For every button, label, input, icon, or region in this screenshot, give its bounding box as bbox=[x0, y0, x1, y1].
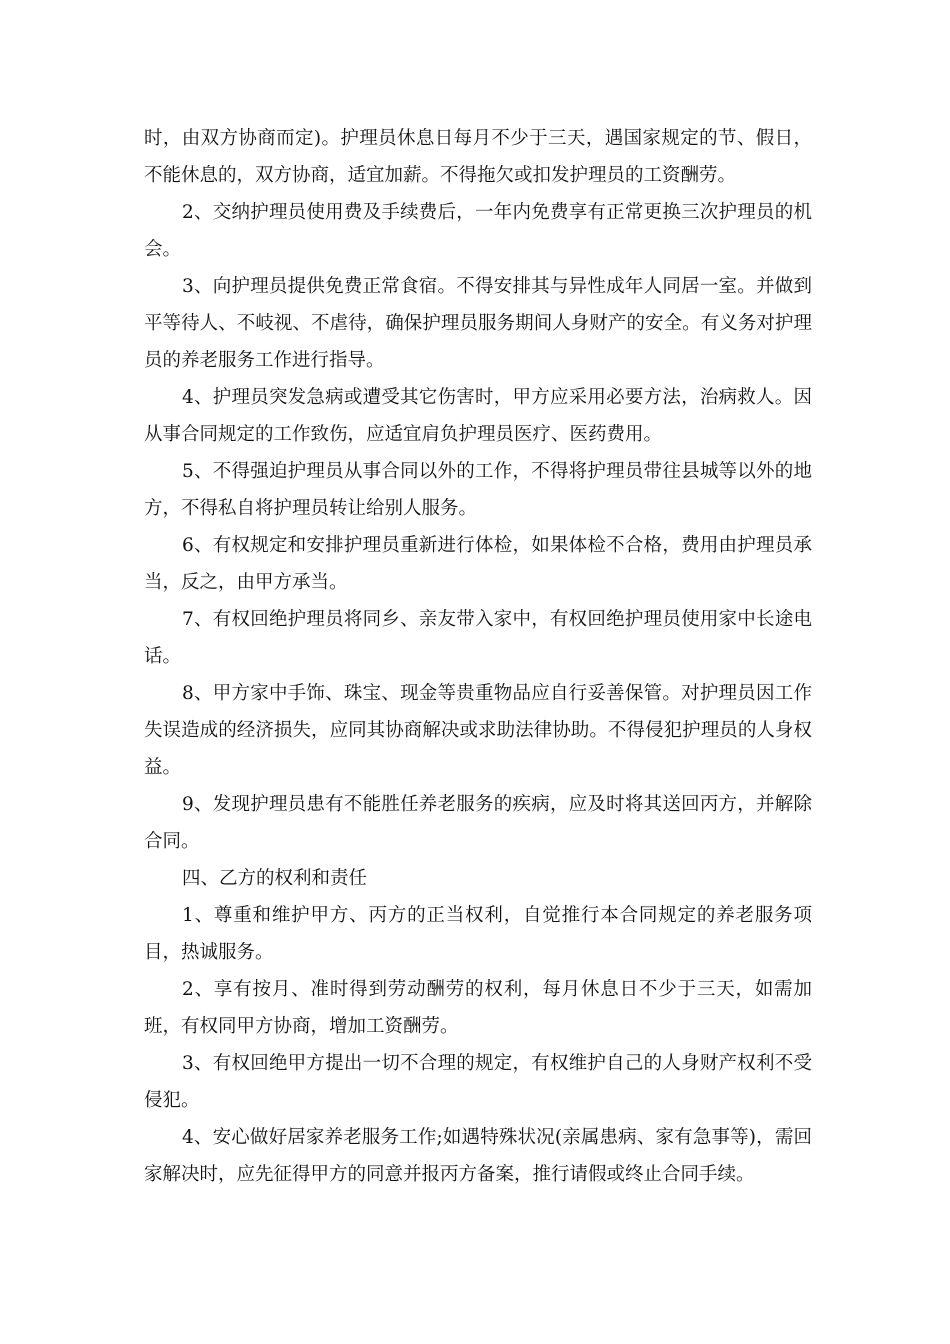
paragraph-item-5: 5、不得强迫护理员从事合同以外的工作，不得将护理员带往县城等以外的地方，不得私自将护理员转让给别人服务。 bbox=[144, 461, 812, 519]
paragraph-item-8: 8、甲方家中手饰、珠宝、现金等贵重物品应自行妥善保管。对护理员因工作失误造成的经济损失，应同其协商解决或求助法律协助。不得侵犯护理员的人身权益。 bbox=[144, 683, 812, 778]
paragraph-party-b-item-2: 2、享有按月、准时得到劳动酬劳的权利，每月休息日不少于三天，如需加班，有权同甲方协商，增加工资酬劳。 bbox=[144, 979, 812, 1037]
paragraph-item-7: 7、有权回绝护理员将同乡、亲友带入家中，有权回绝护理员使用家中长途电话。 bbox=[144, 609, 812, 667]
paragraph-item-6: 6、有权规定和安排护理员重新进行体检，如果体检不合格，费用由护理员承当，反之，由甲方承当。 bbox=[144, 535, 812, 593]
paragraph-item-2: 2、交纳护理员使用费及手续费后，一年内免费享有正常更换三次护理员的机会。 bbox=[144, 202, 812, 260]
paragraph-party-b-item-1: 1、尊重和维护甲方、丙方的正当权利，自觉推行本合同规定的养老服务项目，热诚服务。 bbox=[144, 905, 812, 963]
section-heading: 四、乙方的权利和责任 bbox=[182, 868, 368, 889]
paragraph-item-9: 9、发现护理员患有不能胜任养老服务的疾病，应及时将其送回丙方，并解除合同。 bbox=[144, 794, 812, 852]
paragraph-item-3: 3、向护理员提供免费正常食宿。不得安排其与异性成年人同居一室。并做到平等待人、不岐视、不虐待，确保护理员服务期间人身财产的安全。有义务对护理员的养老服务工作进行指导。 bbox=[144, 276, 812, 371]
paragraph-party-b-item-3: 3、有权回绝甲方提出一切不合理的规定，有权维护自己的人身财产权利不受侵犯。 bbox=[144, 1053, 812, 1111]
paragraph-continuation: 时，由双方协商而定)。护理员休息日每月不少于三天，遇国家规定的节、假日，不能休息的，双方协商，适宜加薪。不得拖欠或扣发护理员的工资酬劳。 bbox=[144, 128, 812, 186]
paragraph-party-b-item-4: 4、安心做好居家养老服务工作;如遇特殊状况(亲属患病、家有急事等)，需回家解决时，应先征得甲方的同意并报丙方备案，推行请假或终止合同手续。 bbox=[144, 1127, 812, 1185]
document-body bbox=[144, 120, 812, 1193]
paragraph-item-4: 4、护理员突发急病或遭受其它伤害时，甲方应采用必要方法，治病救人。因从事合同规定的工作致伤，应适宜肩负护理员医疗、医药费用。 bbox=[144, 387, 812, 445]
